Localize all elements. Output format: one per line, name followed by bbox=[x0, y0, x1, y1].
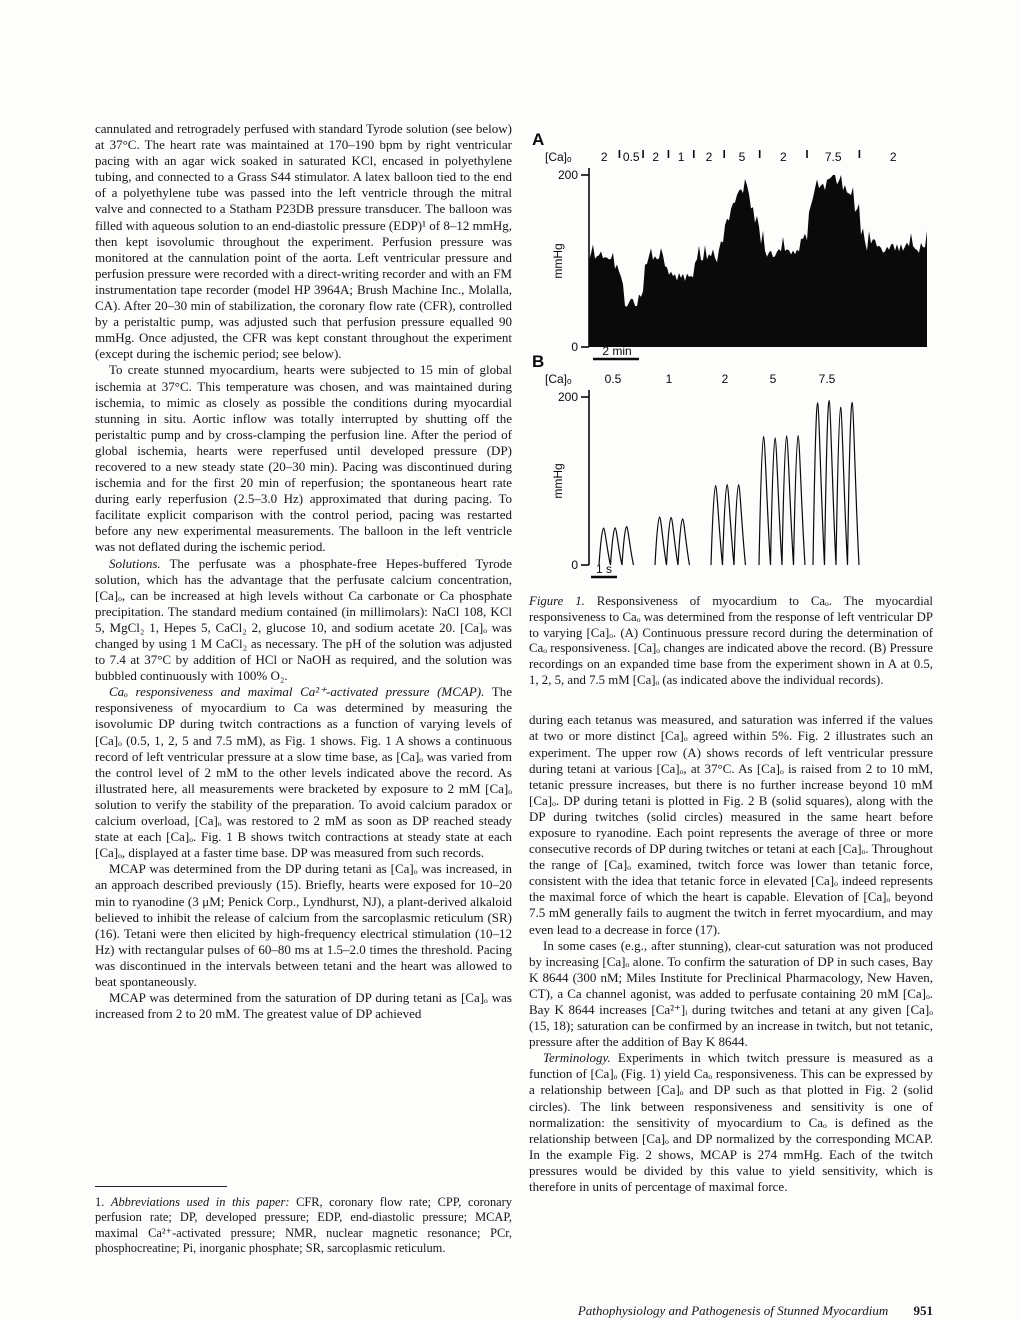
paragraph: Caₒ responsiveness and maximal Ca²⁺-activated pressure (MCAP). The responsiveness of myocardium to Ca was determined by measuring the isovolumic DP during twitch contractions as a function of varying levels of [Ca]ₒ (0.5, 1, 2, 5 and 7.5 mM), as Fig. 1 shows. Fig. 1 A shows a continuous record of left ventricular pressure at a slow time base, as [Ca]ₒ was varied from the control level of 2 mM to the other levels indicated above the record. As illustrated here, all measurements were bracketed by exposure to 2 mM [Ca]ₒ solution to verify the stability of the preparation. To avoid calcium paradox or calcium overload, [Ca]ₒ was restored to 2 mM as soon as DP reached steady state at each [Ca]ₒ. Fig. 1 B shows twitch contractions at steady state at each [Ca]ₒ, displayed at a faster time base. DP was measured from such records. bbox=[95, 684, 512, 861]
paragraph: cannulated and retrogradely perfused with standard Tyrode solution (see below) at 37°C. The heart rate was maintained at 170–190 bpm by right ventricular pacing with an agar wick soaked in saturated KCl, encased in polyethylene tubing, and connected to a Grass S44 stimulator. A latex balloon tied to the end of a polyethylene tube was passed into the left ventricle through the mitral valve and connected to a Statham P23DB pressure transducer. The balloon was filled with aqueous solution to an end-diastolic pressure (EDP)¹ of 8–12 mmHg, then kept isovolumic throughout the experiment. Perfusion pressure was monitored at the cannulation point of the aorta. Left ventricular pressure and perfusion pressure were recorded with a direct-writing recorder and with an FM instrumentation tape recorder (model HP 3964A; Brush Machine Inc., Molalla, CA). After 20–30 min of stabilization, the coronary flow rate (CFR), controlled by a peristaltic pump, was adjusted such that perfusion pressure equalled 90 mmHg. Once adjusted, the CFR was kept constant throughout the experiment (except during the ischemic period; see below). bbox=[95, 121, 512, 362]
paragraph: Figure 1. Responsiveness of myocardium to Caₒ. The myocardial responsiveness to Caₒ was determined from the response of left ventricular DP to varying [Ca]ₒ. (A) Continuous pressure record during the determination of Caₒ responsiveness. [Ca]ₒ changes are indicated above the record. (B) Pressure recordings on an expanded time base from the experiment shown in A at 0.5, 1, 2, 5, and 7.5 mM [Ca]ₒ (as indicated above the individual records). bbox=[529, 594, 933, 687]
panel-b-letter: B bbox=[532, 352, 545, 371]
right-column bbox=[529, 125, 933, 1195]
panel-b-ca-value: 0.5 bbox=[604, 372, 622, 386]
panel-b-ca-value: 7.5 bbox=[818, 372, 836, 386]
panel-a-pressure-record bbox=[589, 175, 927, 347]
panel-a-ca-value: 2 bbox=[705, 150, 713, 164]
panel-a-ca-value: 2 bbox=[600, 150, 608, 164]
paragraph: Terminology. Experiments in which twitch pressure is measured as a function of [Ca]ₒ (Fig. 1) yield Caₒ responsiveness. This can be expressed by a relationship between [Ca]ₒ and DP such as that plotted in Fig. 2 (solid circles). The link between responsiveness and sensitivity is one of normalization: the sensitivity of myocardium to Caₒ is defined as the relationship between [Ca]ₒ and DP normalized by the corresponding MCAP. In the example Fig. 2 shows, MCAP is 274 mmHg. Each of the twitch pressures would be divided by this value to yield sensitivity, which is therefore in units of percentage of maximal force. bbox=[529, 1050, 933, 1195]
figure-1-pressure-records bbox=[529, 125, 933, 585]
panel-b-twitch-group bbox=[813, 401, 859, 565]
figure-1 bbox=[529, 125, 933, 688]
panel-a-ylabel: mmHg bbox=[551, 243, 565, 279]
panel-b-ca-value: 2 bbox=[721, 372, 729, 386]
panel-a-ca-value: 2 bbox=[652, 150, 660, 164]
paragraph: To create stunned myocardium, hearts were subjected to 15 min of global ischemia at 37°C. This temperature was chosen, and was maintained during ischemia, to mimic as closely as possible the conditions during myocardial stunning in situ. Aortic inflow was totally interrupted by shutting off the peristaltic pump and by cross-clamping the perfusion line. After the period of global ischemia, hearts were reperfused until developed pressure (DP) recovered to a new steady state (20–30 min). Pacing was discontinued during ischemia and for the first 20 min of reperfusion; the spontaneous heart rate during early reperfusion (2.5–3.0 Hz) approximated that during pacing. To facilitate explicit comparison with the control period, pacing was restarted before any new experimental measurements. The balloon in the left ventricle was not deflated during the ischemic period. bbox=[95, 362, 512, 555]
panel-a-ymax-label: 200 bbox=[557, 168, 578, 182]
paragraph-lead-italic: Caₒ responsiveness and maximal Ca²⁺-activated pressure (MCAP). bbox=[109, 684, 485, 700]
paragraph: In some cases (e.g., after stunning), clear-cut saturation was not produced by increasing [Ca]ₒ alone. To confirm the saturation of DP in such cases, Bay K 8644 (300 nM; Miles Institute for Preclinical Pharmacology, New Haven, CT), a Ca channel agonist, was added to perfusate containing 20 mM [Ca]ₒ. Bay K 8644 increases [Ca²⁺]ᵢ during twitches and tetani at any given [Ca]ₒ (15, 18); saturation can be confirmed by an increase in twitch, but not tetanic, pressure after the addition of Bay K 8644. bbox=[529, 937, 933, 1050]
footnote-text bbox=[95, 1195, 512, 1257]
paragraph-lead-italic: Abbreviations used in this paper: bbox=[110, 1195, 290, 1209]
panel-a-ca-value: 2 bbox=[889, 150, 897, 164]
paragraph: Solutions. The perfusate was a phosphate-free Hepes-buffered Tyrode solution, which has the advantage that the perfusate calcium concentration, [Ca]ₒ, can be increased at high levels without Ca carbonate or Ca phosphate precipitation. The standard medium contained (in millimolars): NaCl 108, KCl 5, MgCl₂ 1, Hepes 5, CaCl₂ 2, glucose 10, and sodium acetate 20. [Ca]ₒ was changed by using 1 M CaCl₂ as necessary. The pH of the solution was adjusted to 7.4 at 37°C by addition of HCl or NaOH as required, and the solution was bubbled continuously with 100% O₂. bbox=[95, 555, 512, 684]
panel-b-ylabel: mmHg bbox=[551, 463, 565, 499]
panel-a-ca-value: 5 bbox=[738, 150, 746, 164]
panel-a-ymin-label: 0 bbox=[571, 340, 578, 354]
panel-b-ca-value: 1 bbox=[665, 372, 673, 386]
panel-b-twitch-group bbox=[655, 517, 690, 565]
panel-b-ymin-label: 0 bbox=[571, 558, 578, 572]
panel-b-time-scale-label: 1 s bbox=[595, 562, 613, 576]
panel-b-twitch-group bbox=[599, 527, 634, 565]
paragraph: 1. Abbreviations used in this paper: CFR, coronary flow rate; CPP, coronary perfusion rate; DP, developed pressure; EDP, end-diastolic pressure; MCAP, maximal Ca²⁺-activated pressure; NMR, nuclear magnetic resonance; PCr, phosphocreatine; Pi, inorganic phosphate; SR, sarcoplasmic reticulum. bbox=[95, 1195, 512, 1256]
page-footer bbox=[529, 1303, 933, 1319]
paragraph: MCAP was determined from the saturation of DP during tetani as [Ca]ₒ was increased from 2 to 20 mM. The greatest value of DP achieved bbox=[95, 990, 512, 1022]
panel-a-letter: A bbox=[532, 130, 545, 149]
panel-a-ca-value: 2 bbox=[780, 150, 787, 164]
paragraph-lead-italic: Solutions. bbox=[109, 555, 161, 571]
panel-b-ymax-label: 200 bbox=[557, 390, 578, 404]
panel-b-ca-value: 5 bbox=[769, 372, 777, 386]
panel-b-ca-axis-label: [Ca]ₒ bbox=[545, 372, 572, 386]
figure-1-caption bbox=[529, 594, 933, 688]
panel-b-twitch-group bbox=[711, 485, 746, 565]
running-title: Pathophysiology and Pathogenesis of Stunned Myocardium bbox=[577, 1303, 889, 1318]
footnote bbox=[95, 1186, 512, 1257]
panel-a-ca-axis-label: [Ca]ₒ bbox=[545, 150, 572, 164]
panel-a-time-scale-label: 2 min bbox=[602, 344, 632, 358]
page-number: 951 bbox=[913, 1303, 933, 1318]
panel-a-ca-value: 7.5 bbox=[824, 150, 842, 164]
left-column bbox=[95, 121, 512, 1022]
paragraph: MCAP was determined from the DP during tetani as [Ca]ₒ was increased, in an approach described previously (15). Briefly, hearts were exposed for 10–20 min to ryanodine (3 μM; Penick Corp., Lyndhurst, NJ), a plant-derived alkaloid believed to inhibit the release of calcium from the sarcoplasmic reticulum (SR) (16). Tetani were then elicited by high-frequency electrical stimulation (10–12 Hz) with rectangular pulses of 60–80 ms at 1.5–2.0 times the threshold. Pacing was discontinued in the intervals between tetani and the heart was allowed to beat spontaneously. bbox=[95, 861, 512, 989]
panel-b-twitch-group bbox=[759, 436, 805, 565]
paragraph-lead-italic: Figure 1. bbox=[529, 594, 585, 609]
panel-a-ca-value: 0.5 bbox=[622, 150, 640, 164]
paragraph-lead-italic: Terminology. bbox=[543, 1050, 611, 1066]
footnote-rule bbox=[95, 1186, 227, 1187]
right-column-text bbox=[529, 712, 933, 1195]
paragraph: during each tetanus was measured, and saturation was inferred if the values at two or more distinct [Ca]ₒ agreed within 5%. Fig. 2 illustrates such an experiment. The upper row (A) shows records of left ventricular pressure during tetani at various [Ca]ₒ, at 37°C. As [Ca]ₒ is raised from 2 to 10 mM, tetanic pressure increases, but there is no further increase beyond 10 mM [Ca]ₒ. DP during tetani is plotted in Fig. 2 B (solid squares), along with the DP during twitches (solid circles) measured in the same heart before exposure to ryanodine. Each point represents the average of three or more consecutive records of DP during twitches or tetani at each [Ca]ₒ. Throughout the range of [Ca]ₒ examined, twitch force was lower than tetanic force, consistent with the idea that tetanic force in elevated [Ca]ₒ indeed represents the maximal force of which the heart is capable. Elevation of [Ca]ₒ beyond 7.5 mM generally fails to augment the twitch in ferret myocardium, and may even lead to a decrease in force (17). bbox=[529, 712, 933, 937]
panel-a-ca-value: 1 bbox=[677, 150, 685, 164]
